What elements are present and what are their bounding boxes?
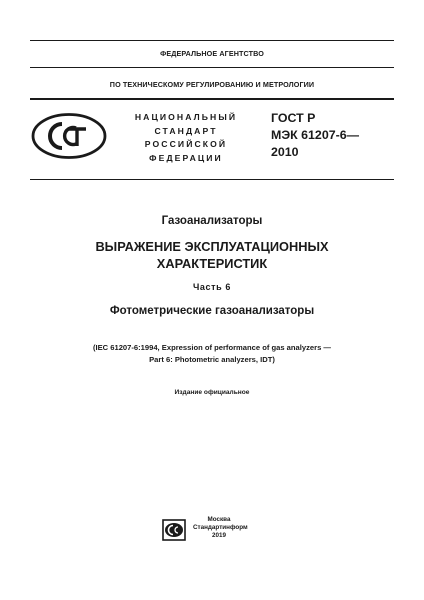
publisher-name: Стандартинформ	[193, 524, 248, 532]
part-title: Фотометрические газоанализаторы	[109, 305, 315, 317]
national-line: РОССИЙСКОЙ	[144, 139, 228, 149]
agency-line-1: ФЕДЕРАЛЬНОЕ АГЕНТСТВО	[160, 49, 264, 58]
standard-code-line-1: ГОСТ Р	[271, 111, 316, 125]
national-standard-block	[112, 111, 260, 165]
document-subtitle	[30, 238, 394, 272]
standard-code-line-3: 2010	[271, 145, 299, 159]
agency-rule	[30, 67, 394, 68]
standard-code	[271, 110, 359, 161]
edition-note: Издание официальное	[174, 389, 250, 396]
standard-code-line-2: МЭК 61207-6—	[271, 128, 360, 142]
iec-line-2: Part 6: Photometric analyzers, IDT)	[149, 355, 275, 364]
agency-line-2: ПО ТЕХНИЧЕСКОМУ РЕГУЛИРОВАНИЮ И МЕТРОЛОГИИ	[109, 80, 315, 89]
national-line: ФЕДЕРАЦИИ	[149, 152, 223, 163]
document-main-title: Газоанализаторы	[161, 215, 263, 227]
publisher-year: 2019	[211, 532, 226, 540]
publisher-block	[193, 516, 248, 541]
header-rule	[30, 98, 394, 100]
iec-reference	[30, 342, 394, 366]
publisher-city: Москва	[207, 516, 231, 523]
national-line: СТАНДАРТ	[154, 125, 218, 136]
iec-line-1: (IEC 61207-6:1994, Expression of performance of gas analyzers —	[92, 343, 332, 352]
subtitle-line-2: ХАРАКТЕРИСТИК	[156, 256, 268, 271]
gost-emblem-icon	[31, 113, 107, 159]
part-number: Часть 6	[193, 282, 231, 292]
national-line: НАЦИОНАЛЬНЫЙ	[134, 112, 238, 122]
standartinform-logo-icon	[162, 519, 186, 541]
header-bottom-rule	[30, 179, 394, 180]
subtitle-line-1: ВЫРАЖЕНИЕ ЭКСПЛУАТАЦИОННЫХ	[95, 239, 329, 254]
top-rule	[30, 40, 394, 41]
